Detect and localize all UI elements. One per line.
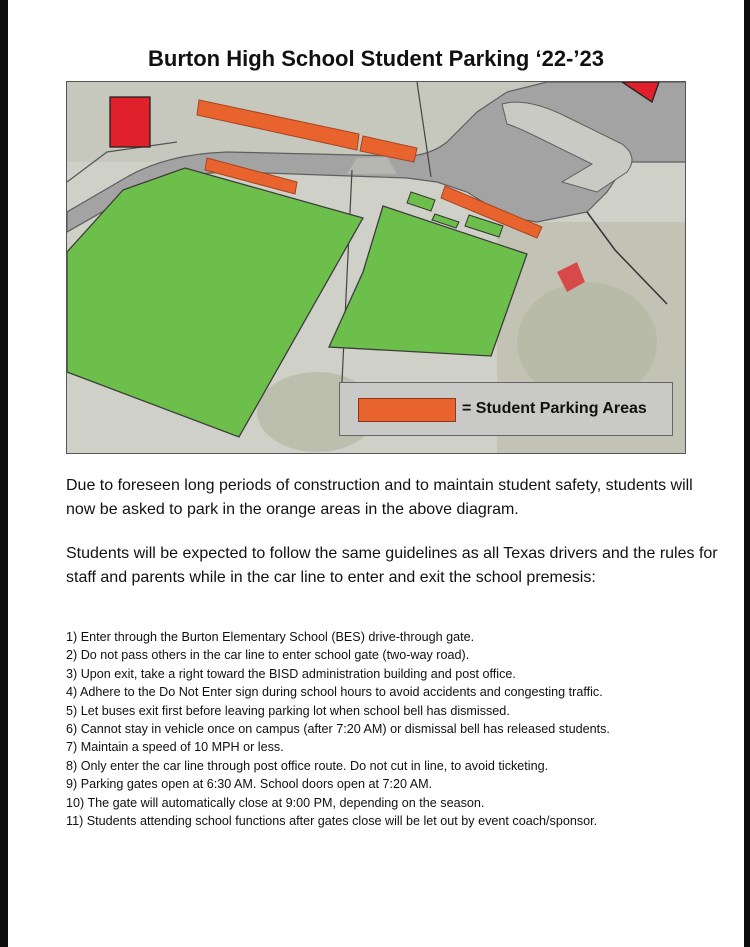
flyer-page <box>8 0 744 947</box>
rule-item: 1) Enter through the Burton Elementary School (BES) drive-through gate. <box>66 630 475 644</box>
rule-item: 4) Adhere to the Do Not Enter sign during school hours to avoid accidents and congesting traffic. <box>66 685 603 700</box>
legend-label: = Student Parking Areas <box>462 400 647 417</box>
rule-item: 11) Students attending school functions after gates close will be let out by event coach/sponsor. <box>66 814 598 829</box>
guidelines-intro: Students will be expected to follow the same guidelines as all Texas drivers and the rules for staff and parents while in the car line to enter and exit the school premesis: <box>66 545 718 586</box>
map-legend <box>339 382 673 436</box>
rule-item: 7) Maintain a speed of 10 MPH or less. <box>66 740 284 755</box>
parking-map <box>66 81 686 454</box>
page-title: Burton High School Student Parking ‘22-’23 <box>148 46 604 71</box>
rule-item: 2) Do not pass others in the car line to enter school gate (two-way road). <box>66 648 470 663</box>
rule-item: 9) Parking gates open at 6:30 AM. School doors open at 7:20 AM. <box>66 777 433 792</box>
rule-item: 6) Cannot stay in vehicle once on campus (after 7:20 AM) or dismissal bell has released students. <box>66 722 610 737</box>
construction-notice: Due to foreseen long periods of construction and to maintain student safety, students will now be asked to park in the orange areas in the above diagram. <box>66 477 693 518</box>
rule-item: 3) Upon exit, take a right toward the BISD administration building and post office. <box>66 666 516 681</box>
legend-swatch-parking <box>358 398 456 422</box>
parking-rules-list <box>66 628 736 830</box>
rule-item: 8) Only enter the car line through post office route. Do not cut in line, to avoid ticketing. <box>66 758 549 773</box>
rule-item: 5) Let buses exit first before leaving parking lot when school bell has dismissed. <box>66 703 510 718</box>
rule-item: 10) The gate will automatically close at 9:00 PM, depending on the season. <box>66 795 485 810</box>
building-red-west <box>110 97 150 147</box>
